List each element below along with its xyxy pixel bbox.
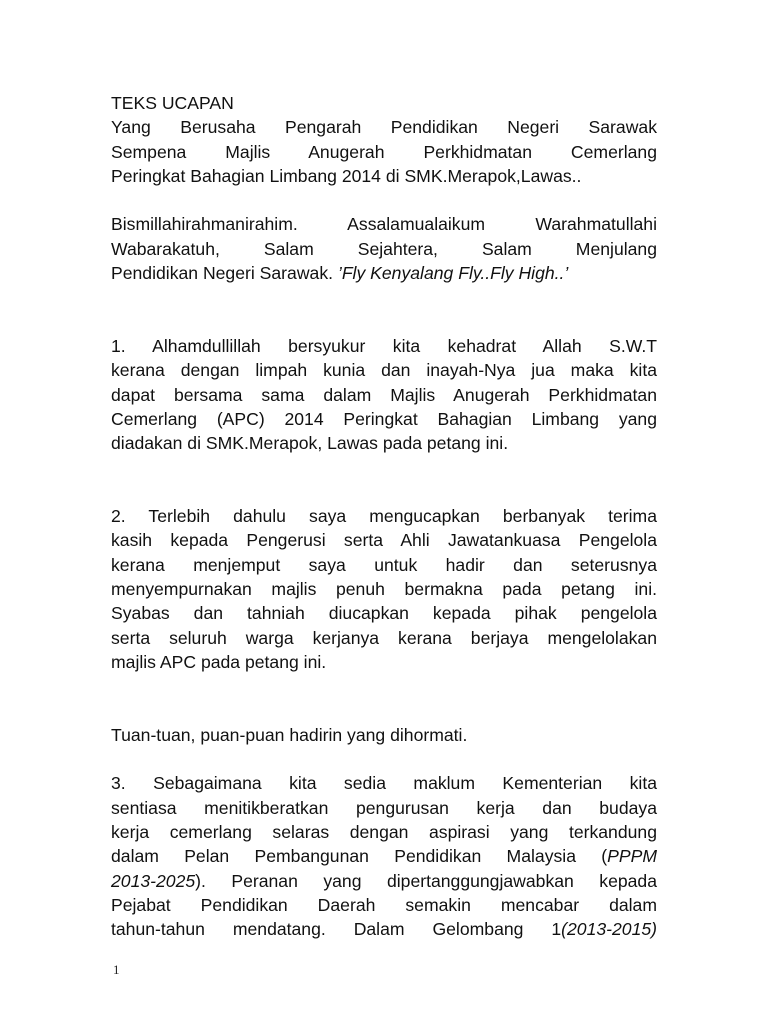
paragraph-spacer <box>111 747 657 771</box>
paragraph-line: Syabas dan tahniah diucapkan kepada pihak pengelola <box>111 603 657 624</box>
paragraph-line: Pejabat Pendidikan Daerah semakin mencabar dalam <box>111 894 657 915</box>
subtitle-line: Sempena Majlis Anugerah Perkhidmatan Cemerlang <box>111 141 657 162</box>
paragraph-line: serta seluruh warga kerjanya kerana berjaya mengelolakan <box>111 627 657 648</box>
greeting-line <box>111 261 657 285</box>
paragraph-2 <box>111 504 657 674</box>
paragraph-line <box>111 844 657 868</box>
paragraph-line <box>111 917 657 941</box>
paragraph-text: tahun-tahun mendatang. Dalam Gelombang 1 <box>111 919 562 940</box>
address-line: Tuan-tuan, puan-puan hadirin yang dihormati. <box>111 724 468 745</box>
subtitle-line: Yang Berusaha Pengarah Pendidikan Negeri Sarawak <box>111 117 657 138</box>
paragraph-spacer <box>111 455 657 504</box>
paragraph-line: kerana menjemput saya untuk hadir dan seterusnya <box>111 554 657 575</box>
paragraph-line <box>111 869 657 893</box>
paragraph-line: sentiasa menitikberatkan pengurusan kerja dan budaya <box>111 797 657 818</box>
paragraph-line: majlis APC pada petang ini. <box>111 651 327 672</box>
paragraph-line: diadakan di SMK.Merapok, Lawas pada petang ini. <box>111 433 509 454</box>
document-heading: TEKS UCAPAN <box>111 93 234 113</box>
paragraph-line: 3. Sebagaimana kita sedia maklum Kementerian kita <box>111 773 657 794</box>
paragraph-line: menyempurnakan majlis penuh bermakna pada petang ini. <box>111 578 657 599</box>
paragraph-line: 1. Alhamdullillah bersyukur kita kehadrat Allah S.W.T <box>111 335 657 356</box>
paragraph-line: Cemerlang (APC) 2014 Peringkat Bahagian Limbang yang <box>111 408 657 429</box>
plan-acronym: PPPM <box>607 846 657 867</box>
paragraph-line: kerja cemerlang selaras dengan aspirasi yang terkandung <box>111 821 657 842</box>
page-number: 1 <box>113 962 120 977</box>
greeting-line: Wabarakatuh, Salam Sejahtera, Salam Menjulang <box>111 238 657 259</box>
paragraph-line: 2. Terlebih dahulu saya mengucapkan berbanyak terima <box>111 506 657 527</box>
paragraph-spacer <box>111 188 657 212</box>
subtitle-line: Peringkat Bahagian Limbang 2014 di SMK.Merapok,Lawas.. <box>111 165 582 186</box>
paragraph-line: kerana dengan limpah kunia dan inayah-Nya jua maka kita <box>111 360 657 381</box>
plan-years: 2013-2025 <box>111 870 196 891</box>
paragraph-line: kasih kepada Pengerusi serta Ahli Jawatankuasa Pengelola <box>111 530 657 551</box>
greeting-paragraph <box>111 212 657 285</box>
greeting-line: Bismillahirahmanirahim. Assalamualaikum Warahmatullahi <box>111 214 657 235</box>
motto-text: ’Fly Kenyalang Fly..Fly High..’ <box>337 263 569 284</box>
document-page <box>111 91 657 941</box>
paragraph-line: dapat bersama sama dalam Majlis Anugerah Perkhidmatan <box>111 384 657 405</box>
paragraph-text: ). Peranan yang dipertanggungjawabkan kepada <box>195 870 657 891</box>
wave-years: (2013-2015) <box>561 919 657 940</box>
paragraph-spacer <box>111 285 657 334</box>
paragraph-text: dalam Pelan Pembangunan Pendidikan Malaysia ( <box>111 846 608 867</box>
subtitle-block <box>111 115 657 188</box>
greeting-text: Pendidikan Negeri Sarawak. <box>111 263 334 284</box>
paragraph-spacer <box>111 674 657 723</box>
paragraph-3 <box>111 771 657 941</box>
paragraph-1 <box>111 334 657 455</box>
